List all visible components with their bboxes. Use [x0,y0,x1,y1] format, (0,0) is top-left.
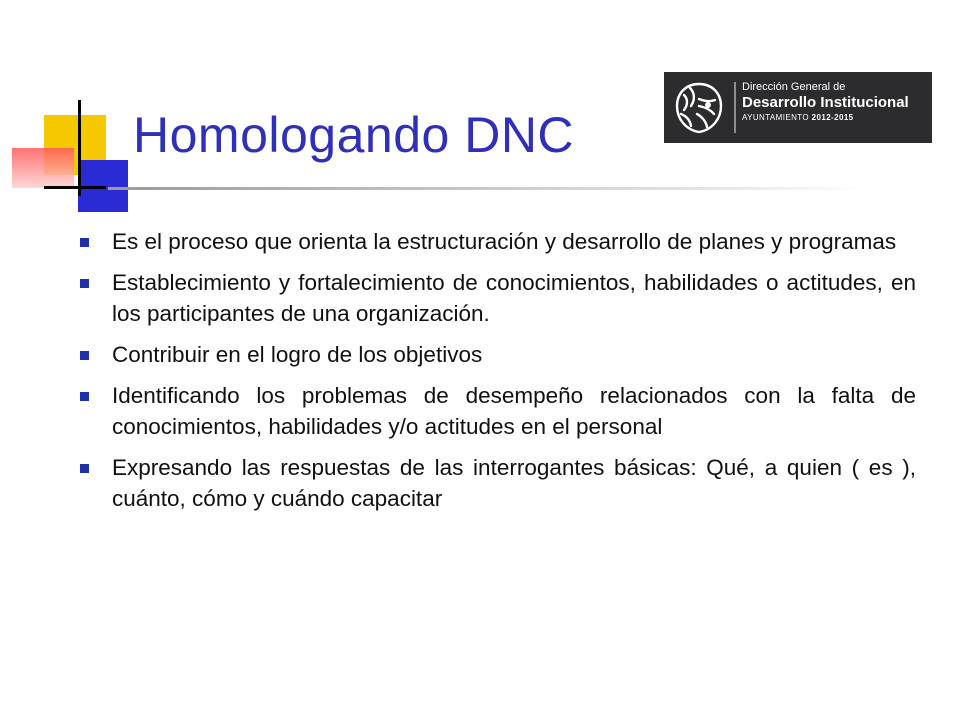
decor-vertical-line [78,100,81,196]
bullet-list [80,226,916,524]
bullet-square-icon [80,351,89,360]
bullet-square-icon [80,279,89,288]
bullet-item [80,380,916,442]
bullet-item [80,452,916,514]
bullet-item [80,339,916,370]
bullet-text: Establecimiento y fortalecimiento de conocimientos, habilidades o actitudes, en los participantes de una organización. [112,270,916,326]
bullet-text: Identificando los problemas de desempeño relacionados con la falta de conocimientos, habilidades y/o actitudes en el personal [112,383,916,439]
bullet-square-icon [80,464,89,473]
logo-line1: Dirección General de [742,81,846,93]
bullet-square-icon [80,238,89,247]
bullet-text: Es el proceso que orienta la estructuración y desarrollo de planes y programas [112,229,897,254]
bullet-square-icon [80,392,89,401]
lion-head-icon [664,72,734,143]
decor-horizontal-line [44,186,106,189]
bullet-item [80,267,916,329]
bullet-item [80,226,916,257]
logo-line3-years: 2012-2015 [811,113,854,122]
logo-line3 [742,112,909,124]
bullet-text: Contribuir en el logro de los objetivos [112,342,483,367]
decor-red-square [12,148,74,188]
logo-line2: Desarrollo Institucional [742,94,909,111]
institution-logo [664,72,932,143]
logo-line3-prefix: AYUNTAMIENTO [742,113,810,122]
slide-title: Homologando DNC [133,107,575,163]
bullet-text: Expresando las respuestas de las interrogantes básicas: Qué, a quien ( es ), cuánto, cómo y cuándo capacitar [112,455,916,511]
title-underline [108,187,868,190]
